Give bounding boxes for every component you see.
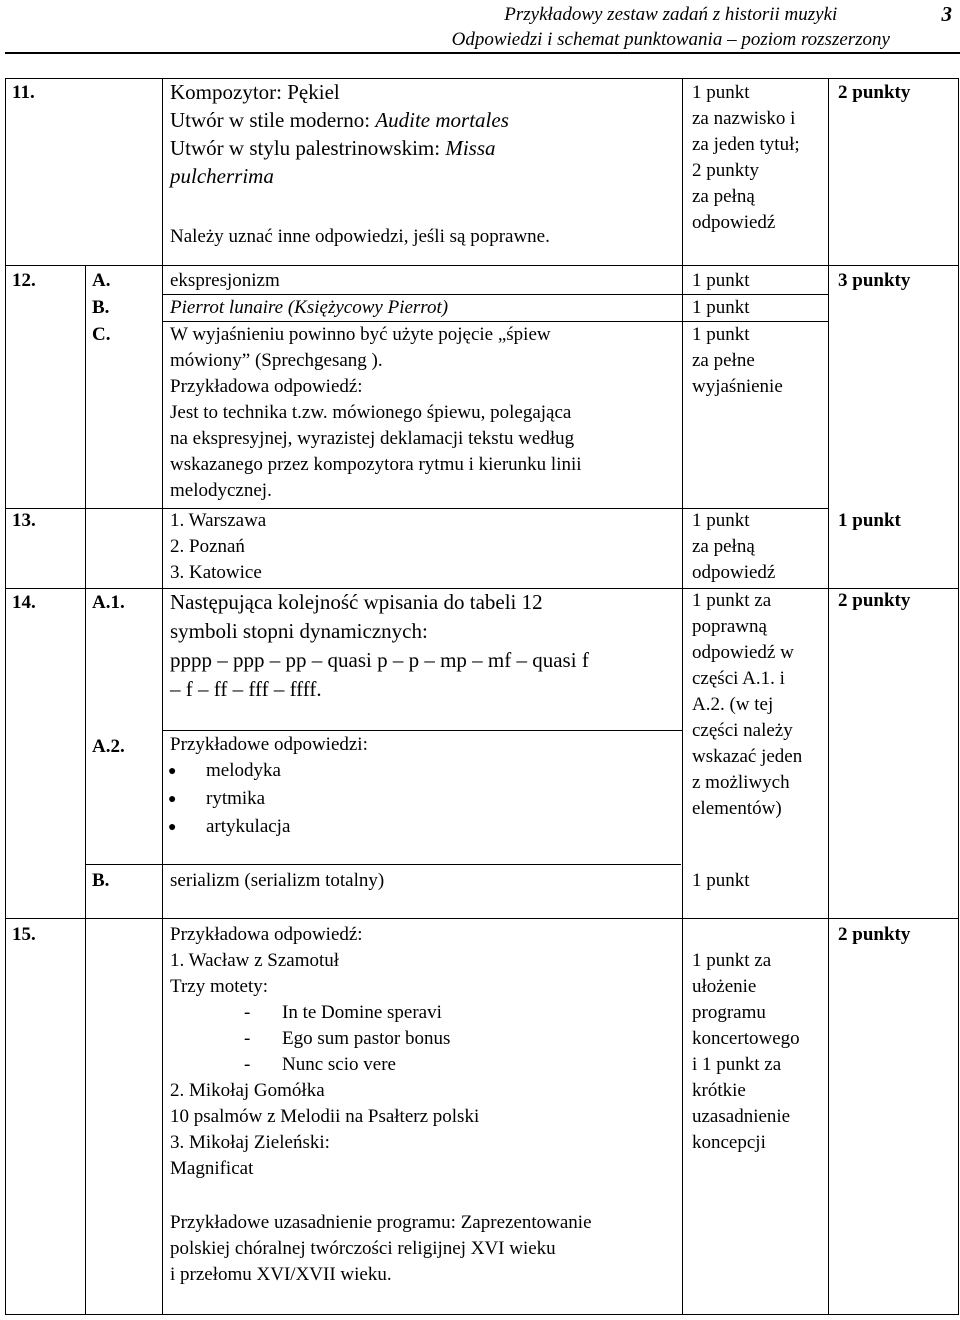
q11-work-palestrina-title: Missa [445, 136, 496, 160]
q15-line: Trzy motety: [170, 976, 268, 997]
col-border-4 [828, 78, 829, 1315]
row-divider-14 [5, 918, 958, 919]
col-border-3 [682, 78, 683, 1315]
q15-line: Przykładowa odpowiedź: [170, 924, 363, 945]
q15-criteria: koncepcji [692, 1132, 766, 1153]
q15-motet: Nunc scio vere [282, 1054, 396, 1075]
q13-criteria: odpowiedź [692, 562, 776, 583]
q14-criteria: części należy [692, 720, 793, 741]
q14-criteria: z możliwych [692, 772, 790, 793]
q12-c-points: 1 punkt [692, 324, 750, 345]
q14-a2-item: rytmika [206, 788, 266, 809]
q15-criteria: uzasadnienie [692, 1106, 791, 1127]
list-dash: - [244, 1054, 251, 1075]
q11-criteria-4: 2 punkty [692, 160, 760, 181]
q12-c-line: wskazanego przez kompozytora rytmu i kierunku linii [170, 454, 582, 475]
q12-c-points: za pełne [692, 350, 755, 371]
col-border-1 [85, 265, 86, 1315]
bullet-icon: ● [168, 792, 177, 807]
q15-line: 2. Mikołaj Gomółka [170, 1080, 325, 1101]
q15-justification: i przełomu XVI/XVII wieku. [170, 1264, 392, 1285]
q15-justification: polskiej chóralnej twórczości religijnej XVI wieku [170, 1238, 556, 1259]
q14-criteria: A.2. (w tej [692, 694, 774, 715]
q15-total: 2 punkty [838, 924, 911, 945]
q14-b-answer: serializm (serializm totalny) [170, 870, 385, 891]
q14-criteria: elementów) [692, 798, 782, 819]
q14-a1-line: symboli stopni dynamicznych: [170, 619, 428, 643]
table-top-border [5, 78, 958, 79]
q12-a-label: A. [92, 270, 111, 291]
q11-criteria-5: za pełną [692, 186, 755, 207]
q13-answer: 3. Katowice [170, 562, 262, 583]
list-dash: - [244, 1002, 251, 1023]
q13-criteria: za pełną [692, 536, 755, 557]
header-subtitle: Odpowiedzi i schemat punktowania – poziom rozszerzony [451, 29, 890, 50]
row-divider-14a2 [85, 864, 681, 865]
bullet-icon: ● [168, 764, 177, 779]
q15-number: 15. [12, 924, 36, 945]
q14-a2-item: melodyka [206, 760, 281, 781]
q11-criteria-1: 1 punkt [692, 82, 750, 103]
q15-line: 3. Mikołaj Zieleński: [170, 1132, 330, 1153]
q14-criteria: poprawną [692, 616, 767, 637]
q12-c-points: wyjaśnienie [692, 376, 783, 397]
q15-criteria: krótkie [692, 1080, 746, 1101]
q11-total: 2 punkty [838, 82, 911, 103]
q12-c-line: Jest to technika t.zw. mówionego śpiewu, polegająca [170, 402, 572, 423]
q15-criteria: ułożenie [692, 976, 757, 997]
q15-criteria: i 1 punkt za [692, 1054, 782, 1075]
col-border-2 [162, 78, 163, 1315]
list-dash: - [244, 1028, 251, 1049]
q12-c-line: mówiony” (Sprechgesang ). [170, 350, 383, 371]
q12-c-line: Przykładowa odpowiedź: [170, 376, 363, 397]
q14-a2-label: A.2. [92, 736, 125, 757]
page-header [452, 2, 890, 52]
q11-work-moderno [170, 106, 509, 135]
q13-total: 1 punkt [838, 510, 901, 531]
q12-number: 12. [12, 270, 36, 291]
q12-b-answer: Pierrot lunaire (Księżycowy Pierrot) [170, 297, 449, 318]
q14-a1-line: pppp – ppp – pp – quasi p – p – mp – mf – quasi f [170, 648, 589, 672]
q15-criteria: programu [692, 1002, 766, 1023]
q14-criteria: odpowiedź w [692, 642, 794, 663]
q14-total: 2 punkty [838, 590, 911, 611]
q11-work-palestrina [170, 134, 496, 163]
q12-a-answer: ekspresjonizm [170, 270, 280, 291]
q11-work-palestrina-title-cont: pulcherrima [170, 164, 274, 188]
q14-number: 14. [12, 592, 36, 613]
q11-work-moderno-label: Utwór w stile moderno: [170, 108, 376, 132]
q11-criteria-6: odpowiedź [692, 212, 776, 233]
header-title: Przykładowy zestaw zadań z historii muzyki [504, 4, 838, 25]
q15-criteria: 1 punkt za [692, 950, 772, 971]
q12-c-line: na ekspresyjnej, wyrazistej deklamacji tekstu według [170, 428, 575, 449]
q15-line: 10 psalmów z Melodii na Psałterz polski [170, 1106, 480, 1127]
q15-motet: In te Domine speravi [282, 1002, 442, 1023]
q15-line: Magnificat [170, 1158, 254, 1179]
q12-c-line: melodycznej. [170, 480, 272, 501]
q11-number: 11. [12, 82, 35, 103]
q14-criteria: 1 punkt za [692, 590, 772, 611]
q11-work-moderno-title: Audite mortales [375, 108, 509, 132]
q11-note: Należy uznać inne odpowiedzi, jeśli są poprawne. [170, 226, 550, 247]
q11-work-palestrina-label: Utwór w stylu palestrinowskim: [170, 136, 446, 160]
q12-b-label: B. [92, 297, 110, 318]
q14-a1-line: – f – ff – fff – ffff. [170, 677, 322, 701]
q13-number: 13. [12, 510, 36, 531]
q15-justification: Przykładowe uzasadnienie programu: Zaprezentowanie [170, 1212, 592, 1233]
q13-answer: 1. Warszawa [170, 510, 267, 531]
bullet-icon: ● [168, 820, 177, 835]
q12-c-line: W wyjaśnieniu powinno być użyte pojęcie „śpiew [170, 324, 551, 345]
q12-b-points: 1 punkt [692, 297, 750, 318]
q14-a2-intro: Przykładowe odpowiedzi: [170, 734, 368, 755]
q11-composer: Kompozytor: Pękiel [170, 80, 340, 104]
q11-criteria-3: za jeden tytuł; [692, 134, 800, 155]
q14-a2-item: artykulacja [206, 816, 291, 837]
q14-a1-label: A.1. [92, 592, 125, 613]
q14-criteria: części A.1. i [692, 668, 785, 689]
q15-criteria: koncertowego [692, 1028, 800, 1049]
q12-c-label: C. [92, 324, 111, 345]
q12-a-points: 1 punkt [692, 270, 750, 291]
col-border-right [958, 78, 959, 1315]
header-rule [5, 52, 960, 54]
q13-answer: 2. Poznań [170, 536, 245, 557]
q14-b-points: 1 punkt [692, 870, 750, 891]
q14-b-label: B. [92, 870, 110, 891]
q13-criteria: 1 punkt [692, 510, 750, 531]
row-divider-14a1 [162, 730, 682, 731]
q14-criteria: wskazać jeden [692, 746, 803, 767]
col-border-left [5, 78, 6, 1315]
page-number: 3 [941, 2, 952, 26]
row-divider-11 [5, 265, 958, 266]
q15-line: 1. Wacław z Szamotuł [170, 950, 340, 971]
table-bottom-border [5, 1314, 958, 1315]
q14-a1-line: Następująca kolejność wpisania do tabeli 12 [170, 590, 543, 614]
q12-total: 3 punkty [838, 270, 911, 291]
q11-criteria-2: za nazwisko i [692, 108, 796, 129]
q15-motet: Ego sum pastor bonus [282, 1028, 451, 1049]
